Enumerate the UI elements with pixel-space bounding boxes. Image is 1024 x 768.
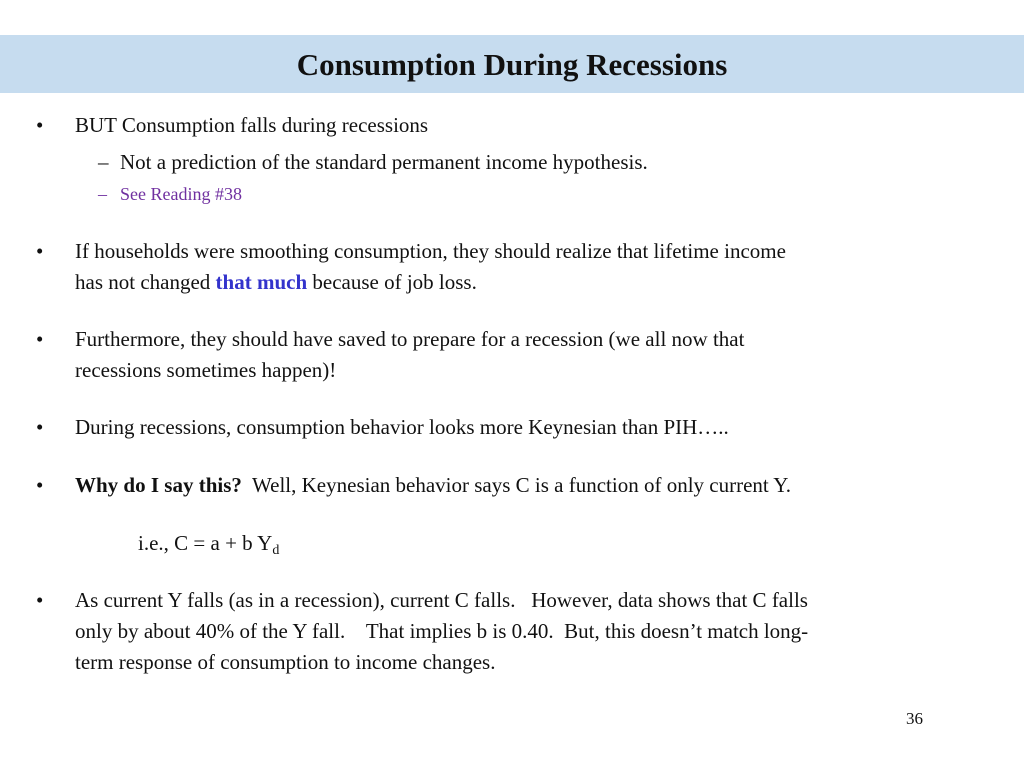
bullet-2-marker: • (36, 239, 44, 263)
bullet-3-line-1: Furthermore, they should have saved to prepare for a recession (we all now that (75, 327, 745, 351)
page-number: 36 (906, 709, 923, 728)
equation-subscript: d (272, 543, 280, 558)
equation-main: i.e., C = a + b Y (138, 531, 273, 555)
bullet-6-line-3: term response of consumption to income changes. (75, 650, 496, 674)
bullet-4-marker: • (36, 415, 44, 439)
bullet-3-marker: • (36, 327, 44, 351)
bullet-5-question: Why do I say this? (75, 473, 242, 497)
bullet-6-line-1: As current Y falls (as in a recession), current C falls. However, data shows that C falls (75, 588, 808, 612)
bullet-5-statement: Well, Keynesian behavior says C is a function of only current Y. (241, 473, 791, 497)
slide-title: Consumption During Recessions (296, 47, 728, 82)
bullet-2-line-2 (75, 267, 477, 297)
sub-bullet-1-marker: – (98, 150, 109, 174)
sub-bullet-1-text: Not a prediction of the standard permanent income hypothesis. (120, 150, 648, 174)
bullet-1-marker: • (36, 113, 44, 137)
bullet-5-text (75, 470, 791, 500)
bullet-3-line-2: recessions sometimes happen)! (75, 358, 337, 382)
reading-reference: See Reading #38 (120, 184, 242, 204)
bullet-2-line-2-pre: has not changed (75, 270, 216, 294)
bullet-2-line-2-post: because of job loss. (307, 270, 477, 294)
bullet-6-line-2: only by about 40% of the Y fall. That implies b is 0.40. But, this doesn’t match long- (75, 619, 809, 643)
keynesian-equation (138, 528, 279, 566)
bullet-6-marker: • (36, 588, 44, 612)
bullet-5-marker: • (36, 473, 44, 497)
bullet-2-line-1: If households were smoothing consumption, they should realize that lifetime income (75, 239, 786, 263)
emphasis-that-much: that much (215, 270, 308, 294)
bullet-4-text: During recessions, consumption behavior looks more Keynesian than PIH….. (75, 415, 729, 439)
bullet-1-text: BUT Consumption falls during recessions (75, 113, 429, 137)
sub-bullet-2-marker: – (98, 184, 107, 204)
